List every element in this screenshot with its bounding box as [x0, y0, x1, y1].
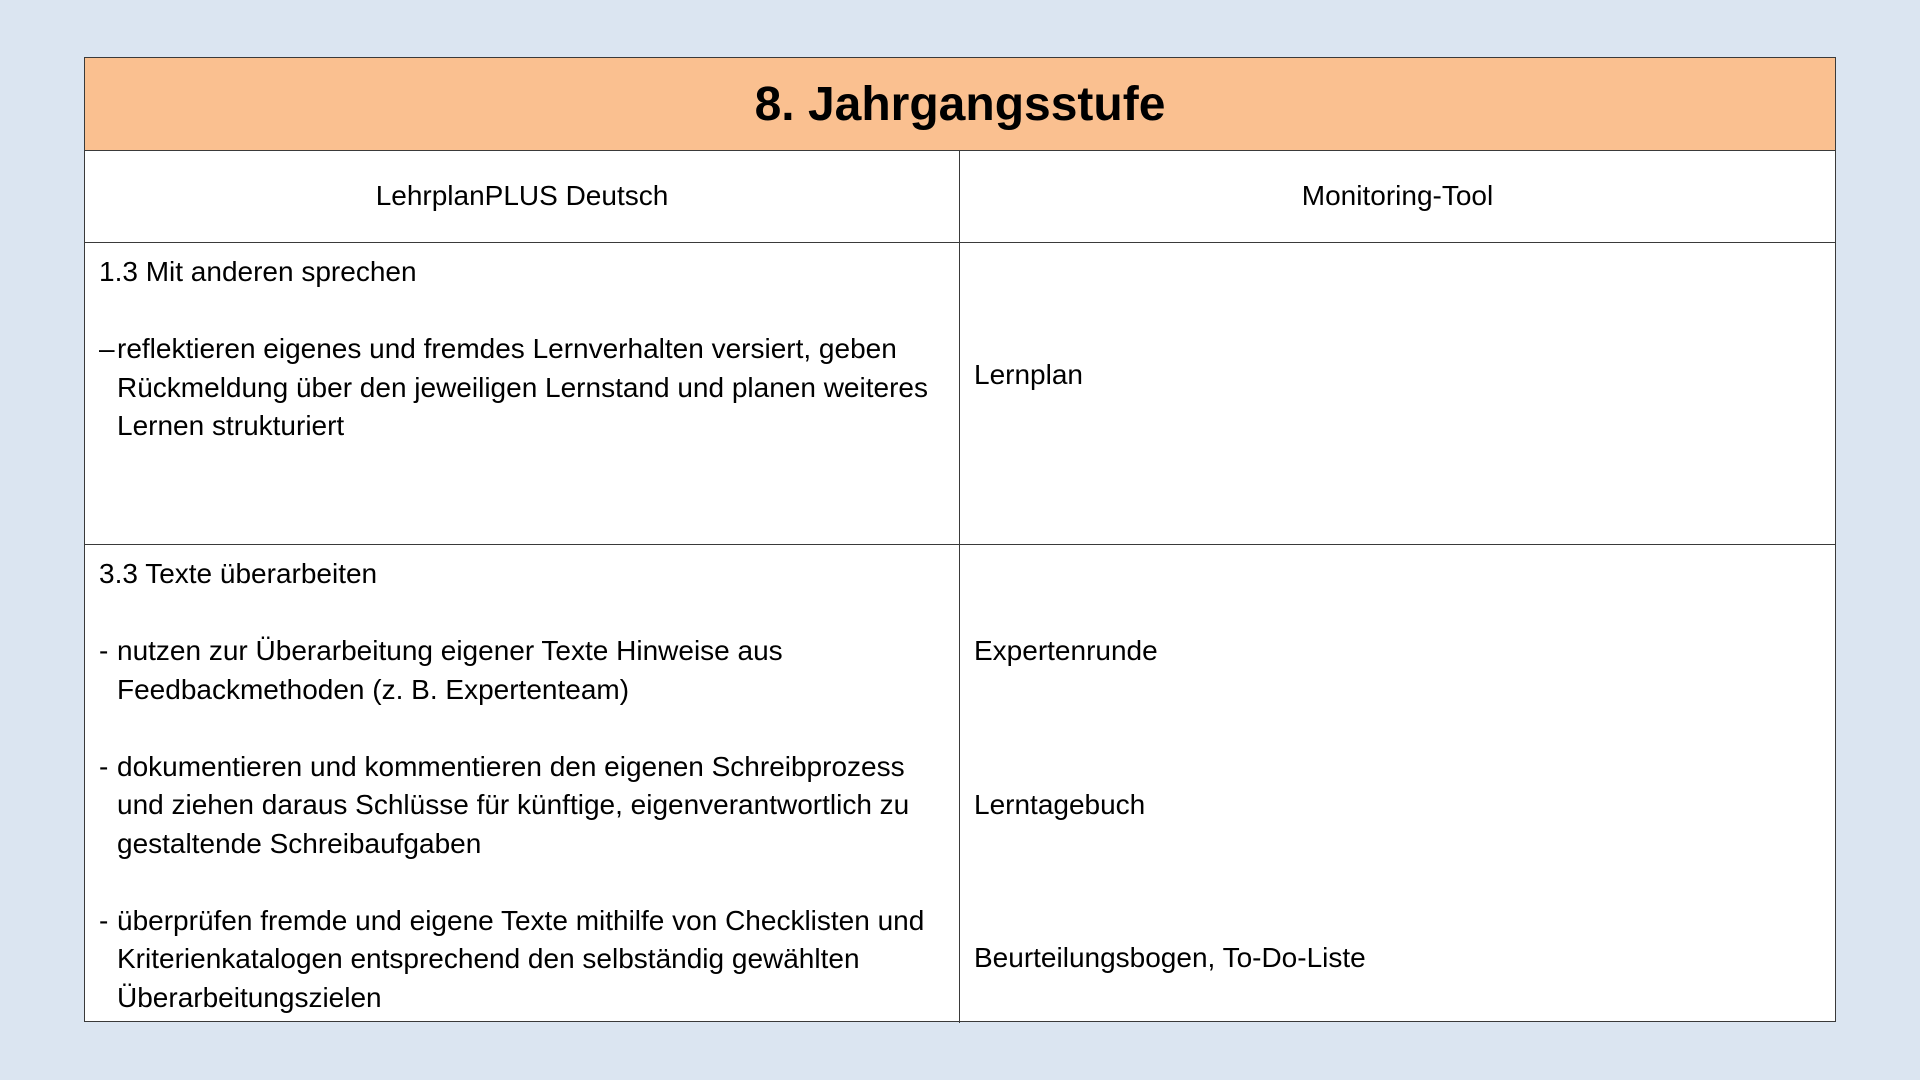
bullet-item [99, 748, 949, 864]
monitoring-tool-item: Beurteilungsbogen, To-Do-Liste [974, 942, 1366, 973]
table-row [85, 545, 1835, 1021]
lehrplan-cell [99, 253, 949, 446]
bullet-dash: - [99, 635, 109, 666]
bullet-text: reflektieren eigenes und fremdes Lernverhalten versiert, geben Rückmeldung über den jeweiligen Lernstand und planen weiteres Lernen strukturiert [117, 333, 928, 441]
bullet-text: dokumentieren und kommentieren den eigenen Schreibprozess und ziehen daraus Schlüsse für künftige, eigenverantwortlich zu gestaltende Schreibaufgaben [117, 750, 910, 859]
lehrplan-cell [99, 555, 949, 1017]
column-header-row [85, 151, 1835, 243]
bullet-item [99, 330, 949, 446]
bullet-item [99, 902, 949, 1018]
bullet-item [99, 632, 949, 709]
column-header-lehrplan: LehrplanPLUS Deutsch [375, 180, 669, 211]
monitoring-tool-item: Lerntagebuch [974, 789, 1146, 820]
section-title: 1.3 Mit anderen sprechen [99, 256, 417, 287]
table-row [85, 243, 1835, 545]
curriculum-table [84, 57, 1836, 1022]
bullet-dash: - [99, 904, 109, 936]
monitoring-tool-item: Expertenrunde [974, 635, 1158, 666]
table-title: 8. Jahrgangsstufe [85, 58, 1835, 151]
bullet-text: überprüfen fremde und eigene Texte mithilfe von Checklisten und Kriterienkatalogen entsprechend den selbständig gewählten Überarbeitungszielen [117, 904, 925, 1013]
bullet-dash: - [99, 750, 109, 782]
column-header-monitoring: Monitoring-Tool [1301, 180, 1494, 211]
bullet-dash: – [99, 333, 115, 364]
section-title: 3.3 Texte überarbeiten [99, 558, 378, 589]
bullet-text: nutzen zur Überarbeitung eigener Texte Hinweise aus Feedbackmethoden (z. B. Expertenteam) [117, 635, 783, 705]
monitoring-tool-item: Lernplan [974, 359, 1083, 390]
